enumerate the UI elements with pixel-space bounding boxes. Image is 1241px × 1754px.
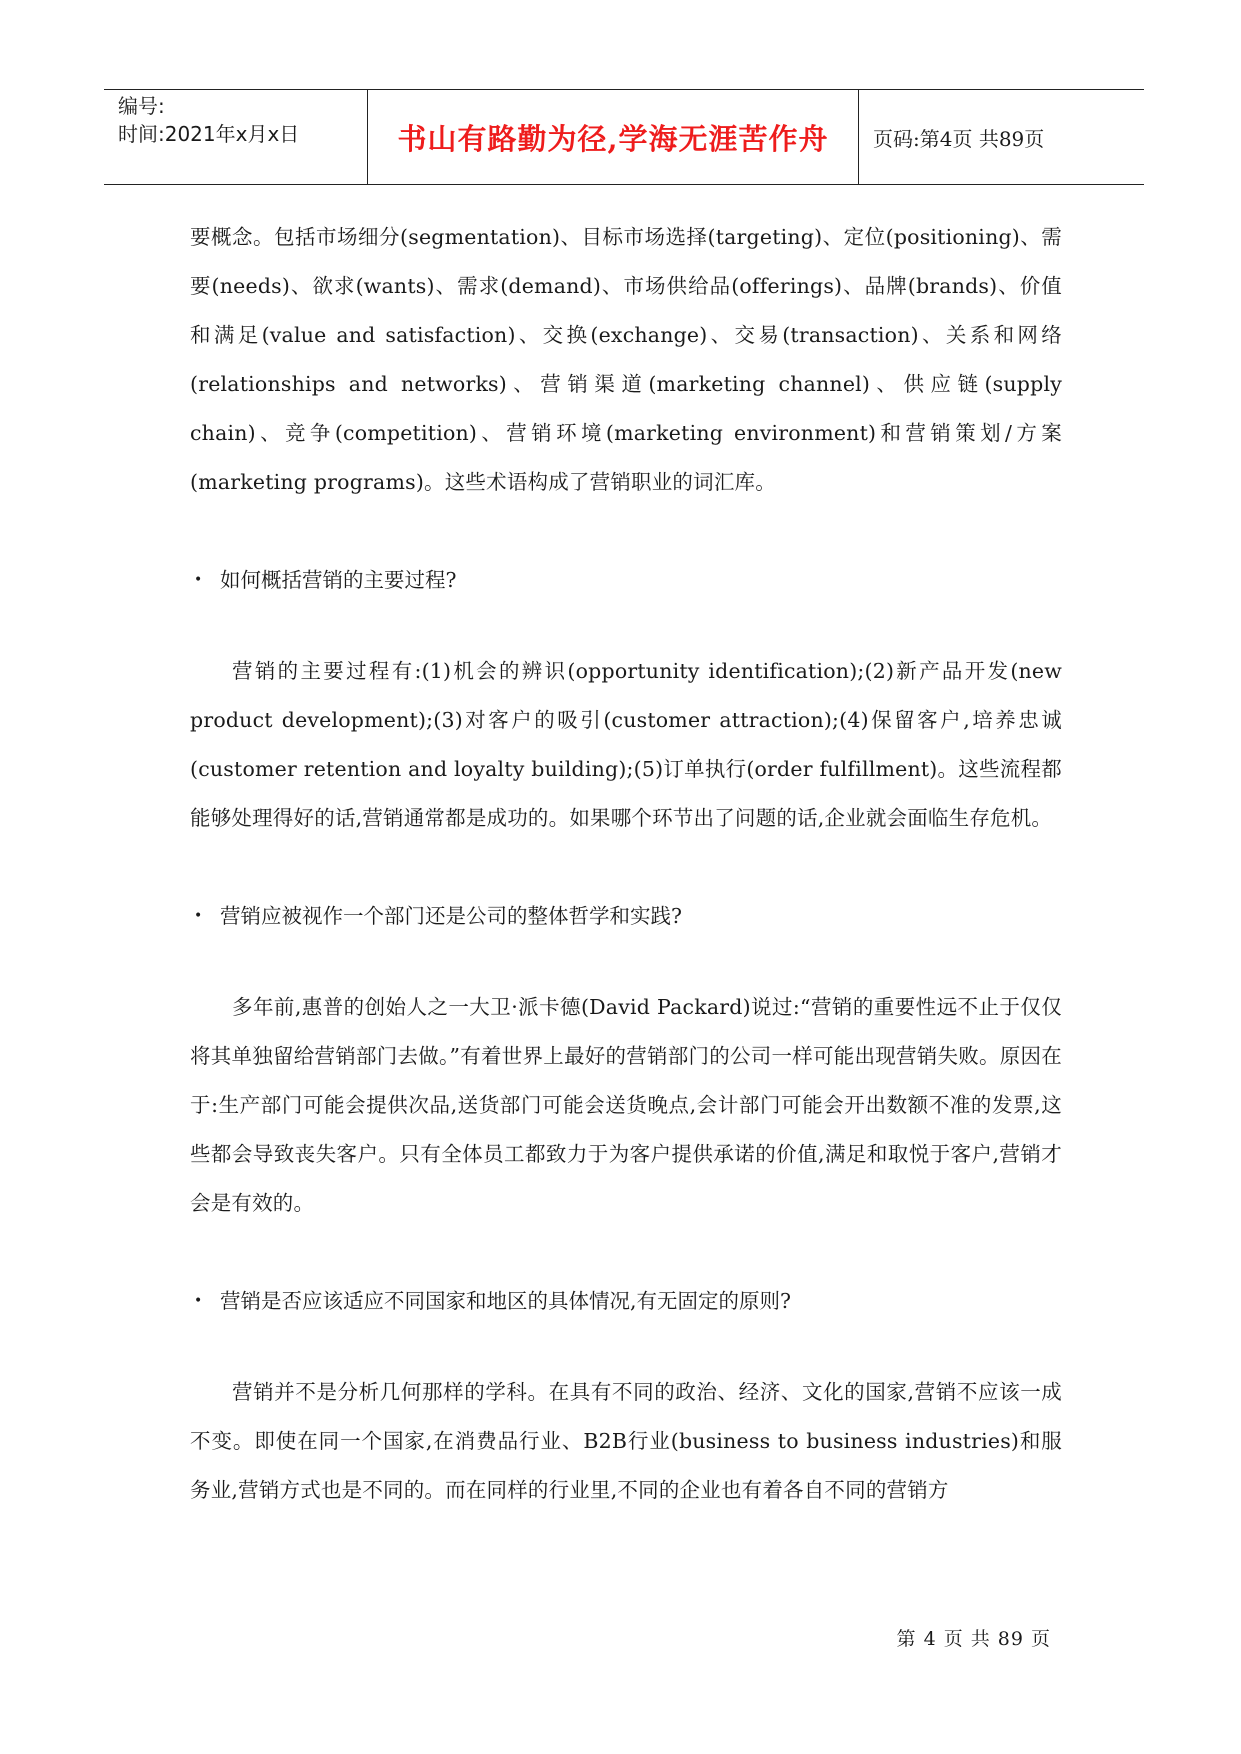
document-body bbox=[190, 213, 1062, 1515]
question-department-or-philosophy bbox=[190, 892, 1062, 941]
question-text: 营销应被视作一个部门还是公司的整体哲学和实践? bbox=[220, 904, 682, 928]
paragraph-not-geometry: 营销并不是分析几何那样的学科。在具有不同的政治、经济、文化的国家,营销不应该一成不变。即使在同一个国家,在消费品行业、B2B行业(business to business industries)和服务业,营销方式也是不同的。而在同样的行业里,不同的企业也有着各自不同的营销方 bbox=[190, 1380, 1062, 1502]
spacer bbox=[190, 507, 1062, 556]
question-marketing-process bbox=[190, 556, 1062, 605]
spacer bbox=[190, 1326, 1062, 1368]
time-label: 时间:2021年x月x日 bbox=[118, 122, 300, 146]
paragraph-packard: 多年前,惠普的创始人之一大卫·派卡德(David Packard)说过:“营销的重要性远不止于仅仅将其单独留给营销部门去做。”有着世界上最好的营销部门的公司一样可能出现营销失败。原因在于:生产部门可能会提供次品,送货部门可能会送货晚点,会计部门可能会开出数额不准的发票,这些都会导致丧失客户。只有全体员工都致力于为客户提供承诺的价值,满足和取悦于客户,营销才会是有效的。 bbox=[190, 995, 1062, 1215]
question-adapt-to-countries bbox=[190, 1277, 1062, 1326]
spacer bbox=[190, 941, 1062, 983]
page-header bbox=[104, 89, 1144, 185]
header-meta-cell bbox=[104, 90, 368, 184]
paragraph-concepts: 要概念。包括市场细分(segmentation)、目标市场选择(targeting)、定位(positioning)、需要(needs)、欲求(wants)、需求(demand)、市场供给品(offerings)、品牌(brands)、价值和满足(value and satisfaction)、交换(exchange)、交易(transaction)、关系和网络(relationships and networks)、营销渠道(marketing channel)、供应链(supply chain)、竞争(competition)、营销环境(marketing environment)和营销策划/方案(marketing programs)。这些术语构成了营销职业的词汇库。 bbox=[190, 225, 1062, 494]
page-footer: 第 4 页 共 89 页 bbox=[896, 1628, 1051, 1650]
bullet-icon: • bbox=[194, 908, 203, 924]
header-page-info: 页码:第4页 共89页 bbox=[873, 126, 1045, 151]
spacer bbox=[190, 1228, 1062, 1277]
bullet-icon: • bbox=[194, 572, 203, 588]
question-text: 营销是否应该适应不同国家和地区的具体情况,有无固定的原则? bbox=[220, 1289, 792, 1313]
header-motto: 书山有路勤为径,学海无涯苦作舟 bbox=[368, 90, 859, 184]
spacer bbox=[190, 843, 1062, 892]
question-text: 如何概括营销的主要过程? bbox=[220, 568, 457, 592]
bullet-icon: • bbox=[194, 1293, 203, 1309]
spacer bbox=[190, 605, 1062, 647]
paragraph-process: 营销的主要过程有:(1)机会的辨识(opportunity identification);(2)新产品开发(new product development);(3)对客户的吸引(customer attraction);(4)保留客户,培养忠诚(customer retention and loyalty building);(5)订单执行(order fulfillment)。这些流程都能够处理得好的话,营销通常都是成功的。如果哪个环节出了问题的话,企业就会面临生存危机。 bbox=[190, 659, 1062, 830]
doc-number-label: 编号: bbox=[118, 94, 165, 118]
